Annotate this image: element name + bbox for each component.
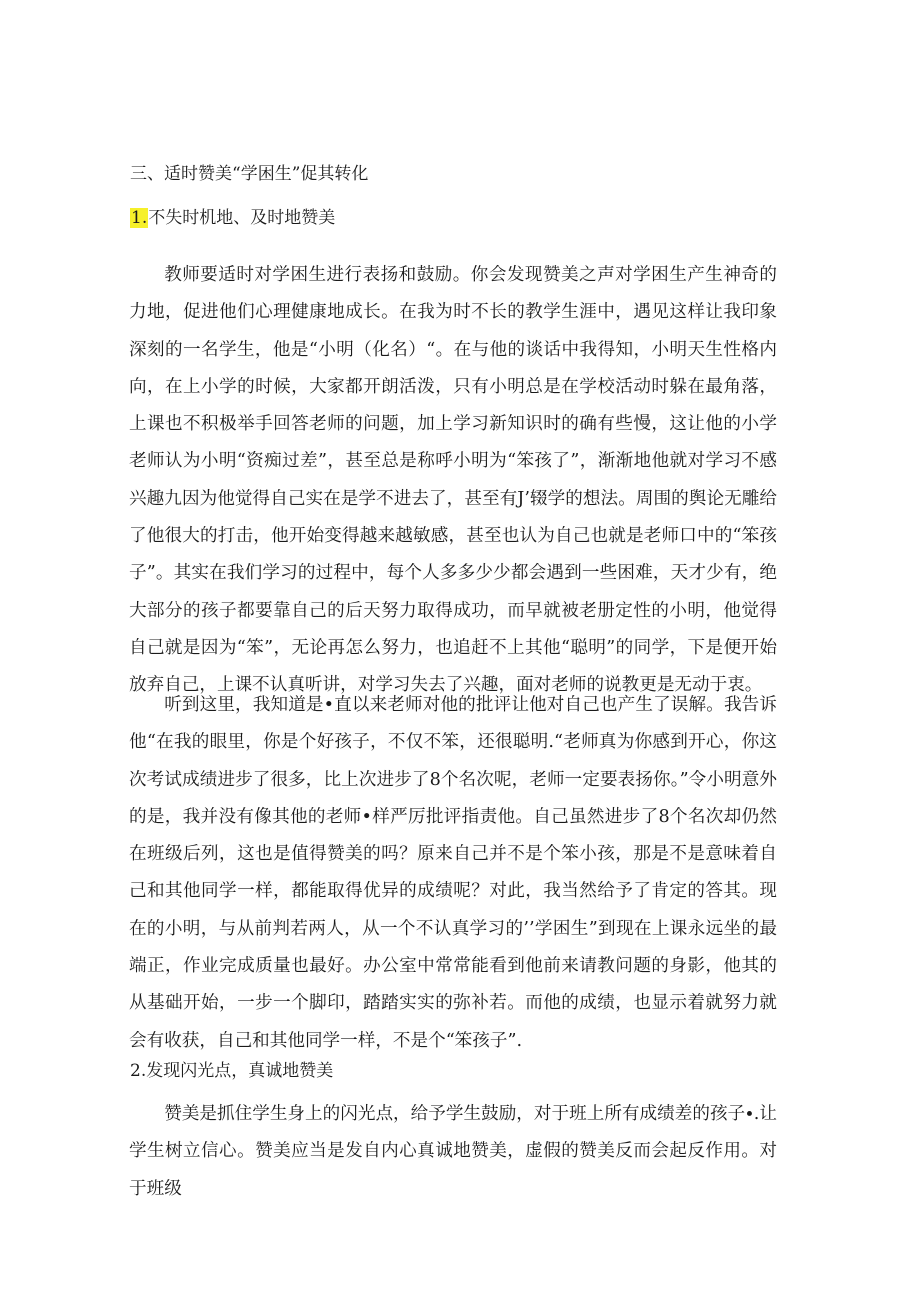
subheading-1-text: 不失时机地、及时地赞美 (148, 208, 336, 228)
section-heading: 三、适时赞美“学困生”促其转化 (130, 164, 369, 184)
subheading-2: 2.发现闪光点，真诚地赞美 (130, 1061, 334, 1081)
paragraph-3: 赞美是抓住学生身上的闪光点，给予学生鼓励，对于班上所有成绩差的孩子∙.让学生树立信心。赞美应当是发自内心真诚地赞美，虚假的赞美反而会起反作用。对于班级 (129, 1104, 777, 1199)
paragraph-2: 听到这里，我知道是•直以来老师对他的批评让他对自己也产生了误解。我告诉他“在我的眼里，你是个好孩子，不仅不笨，还很聪明.“老师真为你感到开心，你这次考试成绩进步了很多，比上次进步了8个名次呢，老师一定要表扬你。”令小明意外的是，我并没有像其他的老师•样严厉批评指责他。自己虽然进步了8个名次却仍然在班级后列，这也是值得赞美的吗？原来自己并不是个笨小孩，那是不是意味着自己和其他同学一样，都能取得优异的成绩呢？对此，我当然给予了肯定的答其。现在的小明，与从前判若两人，从一个不认真学习的’’学困生”到现在上课永远坐的最端正，作业完成质量也最好。办公室中常常能看到他前来请教问题的身影，他其的从基础开始，一步一个脚印，踏踏实实的弥补若。而他的成绩，也显示着就努力就会有收获，自己和其他同学一样，不是个“笨孩子”. (129, 695, 777, 1051)
highlighted-number: 1. (131, 208, 148, 228)
paragraph-1: 教师要适时对学困生进行表扬和鼓励。你会发现赞美之声对学困生产生神奇的力地，促进他们心理健康地成长。在我为时不长的教学生涯中，遇见这样让我印象深刻的一名学生，他是“小明（化名）“。在与他的谈话中我得知，小明天生性格内向，在上小学的时候，大家都开朗活泼，只有小明总是在学校活动时躲在最角落，上课也不积极举手回答老师的问题，加上学习新知识时的确有些慢，这让他的小学老师认为小明“资痴过差”，甚至总是称呼小明为“笨孩了”，渐渐地他就对学习不感兴趣九因为他觉得自己实在是学不进去了，甚至有J’辍学的想法。周围的舆论无雕给了他很大的打击，他开始变得越来越敏感，甚至也认为自己也就是老师口中的“笨孩子”。其实在我们学习的过程中，每个人多多少少都会遇到一些困难，天才少有，绝大部分的孩子都要靠自己的后天努力取得成功，而早就被老册定性的小明，他觉得自己就是因为“笨”，无论再怎么努力，也追赶不上其他“聪明”的同学，下是便开始放弃自己，上课不认真听讲，对学习失去了兴趣，面对老师的说教更是无动于衷。 (129, 265, 777, 696)
subheading-1 (130, 207, 335, 229)
